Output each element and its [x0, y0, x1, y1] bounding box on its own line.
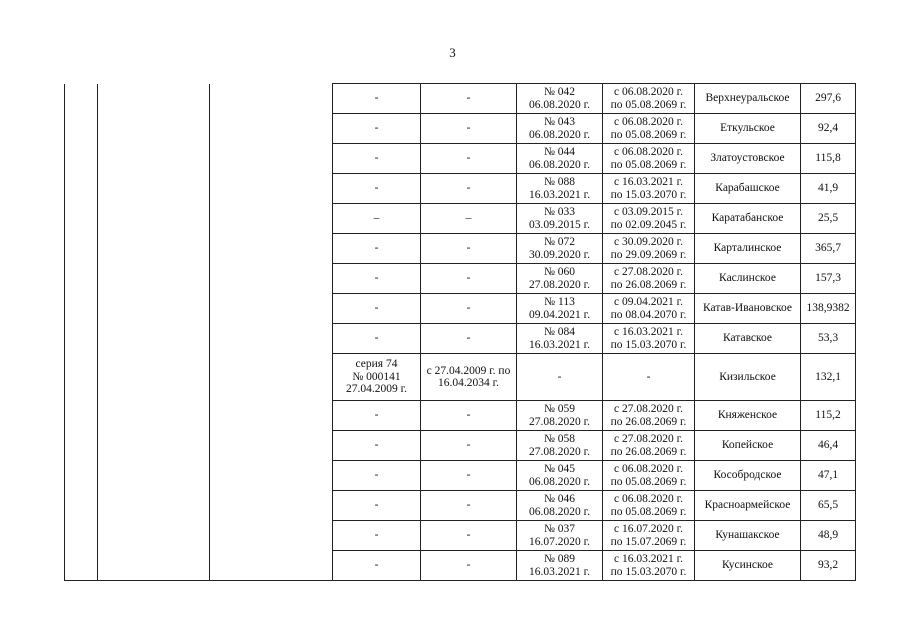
cell-line: 27.08.2020 г.	[529, 278, 590, 291]
cell-line: № 060	[543, 266, 576, 278]
license-cell	[517, 114, 603, 144]
cell-line: с 06.08.2020 г.	[614, 463, 683, 475]
cell-line: -	[466, 242, 471, 255]
cell-line: с 06.08.2020 г.	[614, 493, 683, 505]
cell-line: 06.08.2020 г.	[529, 158, 590, 171]
series-cell	[333, 294, 421, 324]
series-cell	[333, 204, 421, 234]
district-cell: Княженское	[695, 401, 801, 431]
cell-line: № 033	[543, 206, 576, 218]
district-cell: Верхнеуральское	[695, 84, 801, 114]
validity-cell	[603, 354, 695, 401]
license-cell	[517, 551, 603, 581]
cell-line: 06.08.2020 г.	[529, 98, 590, 111]
cell-line: с 06.08.2020 г.	[614, 116, 683, 128]
license-cell	[517, 491, 603, 521]
district-cell: Катавское	[695, 324, 801, 354]
license-cell	[517, 461, 603, 491]
cell-line: 27.08.2020 г.	[529, 445, 590, 458]
cell-line: -	[466, 439, 471, 452]
cell-line: -	[466, 302, 471, 315]
left-empty-column	[65, 84, 98, 581]
area-cell: 48,9	[801, 521, 856, 551]
period-cell	[421, 174, 517, 204]
cell-line: 16.03.2021 г.	[529, 565, 590, 578]
district-cell: Кунашакское	[695, 521, 801, 551]
cell-line: -	[374, 559, 379, 572]
area-cell: 132,1	[801, 354, 856, 401]
cell-line: 27.08.2020 г.	[529, 415, 590, 428]
license-cell	[517, 174, 603, 204]
district-cell: Карталинское	[695, 234, 801, 264]
cell-line: по 15.03.2070 г.	[610, 565, 687, 578]
cell-line: -	[466, 499, 471, 512]
district-cell: Катав-Ивановское	[695, 294, 801, 324]
area-cell: 41,9	[801, 174, 856, 204]
district-cell: Кособродское	[695, 461, 801, 491]
license-cell	[517, 354, 603, 401]
cell-line: с 27.08.2020 г.	[614, 266, 683, 278]
license-cell	[517, 401, 603, 431]
cell-line: 30.09.2020 г.	[529, 248, 590, 261]
cell-line: -	[374, 182, 379, 195]
cell-line: по 05.08.2069 г.	[610, 128, 687, 141]
cell-line: -	[466, 529, 471, 542]
period-cell	[421, 324, 517, 354]
area-cell: 47,1	[801, 461, 856, 491]
cell-line: № 046	[543, 493, 576, 505]
cell-line: -	[466, 409, 471, 422]
series-cell	[333, 491, 421, 521]
license-cell	[517, 294, 603, 324]
validity-cell	[603, 204, 695, 234]
period-cell	[421, 431, 517, 461]
cell-line: по 05.08.2069 г.	[610, 98, 687, 111]
cell-line: с 16.03.2021 г.	[614, 176, 683, 188]
series-cell	[333, 234, 421, 264]
area-cell: 53,3	[801, 324, 856, 354]
area-cell: 25,5	[801, 204, 856, 234]
license-cell	[517, 204, 603, 234]
cell-line: -	[466, 559, 471, 572]
cell-line: -	[557, 370, 562, 383]
cell-line: -	[374, 332, 379, 345]
cell-line: -	[466, 182, 471, 195]
cell-line: № 088	[543, 176, 576, 188]
cell-line: по 05.08.2069 г.	[610, 475, 687, 488]
cell-line: по 15.03.2070 г.	[610, 338, 687, 351]
cell-line: 06.08.2020 г.	[529, 128, 590, 141]
area-cell: 92,4	[801, 114, 856, 144]
district-cell: Кизильское	[695, 354, 801, 401]
period-cell	[421, 461, 517, 491]
cell-line: -	[646, 370, 651, 383]
period-cell	[421, 401, 517, 431]
series-cell	[333, 431, 421, 461]
cell-line: № 000141	[352, 370, 401, 383]
table-body	[65, 84, 856, 581]
cell-line: с 16.03.2021 г.	[614, 326, 683, 338]
area-cell: 65,5	[801, 491, 856, 521]
table-row	[65, 84, 856, 114]
cell-line: -	[466, 92, 471, 105]
area-cell: 138,9382	[801, 294, 856, 324]
cell-line: по 15.07.2069 г.	[610, 535, 687, 548]
period-cell	[421, 294, 517, 324]
validity-cell	[603, 144, 695, 174]
cell-line: № 089	[543, 553, 576, 565]
validity-cell	[603, 461, 695, 491]
area-cell: 157,3	[801, 264, 856, 294]
area-cell: 365,7	[801, 234, 856, 264]
cell-line: по 26.08.2069 г.	[610, 278, 687, 291]
cell-line: -	[466, 332, 471, 345]
cell-line: с 09.04.2021 г.	[614, 296, 683, 308]
cell-line: -	[374, 92, 379, 105]
district-cell: Карабашское	[695, 174, 801, 204]
district-cell: Каратабанское	[695, 204, 801, 234]
cell-line: № 042	[543, 86, 576, 98]
validity-cell	[603, 234, 695, 264]
series-cell	[333, 551, 421, 581]
license-cell	[517, 144, 603, 174]
cell-line: № 058	[543, 433, 576, 445]
cell-line: 09.04.2021 г.	[529, 308, 590, 321]
period-cell	[421, 264, 517, 294]
validity-cell	[603, 264, 695, 294]
cell-line: -	[466, 469, 471, 482]
cell-line: с 03.09.2015 г.	[614, 206, 683, 218]
cell-line: с 27.08.2020 г.	[614, 403, 683, 415]
cell-line: по 08.04.2070 г.	[610, 308, 687, 321]
series-cell	[333, 144, 421, 174]
cell-line: -	[374, 242, 379, 255]
validity-cell	[603, 491, 695, 521]
validity-cell	[603, 84, 695, 114]
cell-line: № 059	[543, 403, 576, 415]
cell-line: серия 74	[355, 358, 398, 371]
cell-line: № 072	[543, 236, 576, 248]
license-cell	[517, 324, 603, 354]
area-cell: 93,2	[801, 551, 856, 581]
period-cell	[421, 234, 517, 264]
period-cell	[421, 491, 517, 521]
cell-line: -	[374, 469, 379, 482]
cell-line: по 05.08.2069 г.	[610, 505, 687, 518]
cell-line: № 045	[543, 463, 576, 475]
series-cell	[333, 461, 421, 491]
license-cell	[517, 521, 603, 551]
cell-line: № 044	[543, 146, 576, 158]
license-cell	[517, 84, 603, 114]
owner-empty-column	[98, 84, 210, 581]
period-cell	[421, 354, 517, 401]
series-cell	[333, 174, 421, 204]
cell-line: с 16.03.2021 г.	[614, 553, 683, 565]
validity-cell	[603, 551, 695, 581]
cell-line: по 02.09.2045 г.	[610, 218, 687, 231]
district-cell: Каслинское	[695, 264, 801, 294]
period-cell	[421, 204, 517, 234]
cell-line: с 06.08.2020 г.	[614, 146, 683, 158]
cell-line: -	[466, 272, 471, 285]
cell-line: по 15.03.2070 г.	[610, 188, 687, 201]
validity-cell	[603, 324, 695, 354]
area-cell: 115,8	[801, 144, 856, 174]
cell-line: № 043	[543, 116, 576, 128]
cell-line: -	[374, 439, 379, 452]
cell-line: с 27.04.2009 г. по	[426, 364, 511, 377]
hunting-grounds-table	[64, 83, 856, 581]
cell-line: 16.07.2020 г.	[529, 535, 590, 548]
cell-line: № 037	[543, 523, 576, 535]
cell-line: 06.08.2020 г.	[529, 475, 590, 488]
cell-line: 16.03.2021 г.	[529, 188, 590, 201]
document-empty-column	[210, 84, 333, 581]
license-cell	[517, 234, 603, 264]
cell-line: -	[466, 152, 471, 165]
series-cell	[333, 84, 421, 114]
period-cell	[421, 84, 517, 114]
validity-cell	[603, 401, 695, 431]
series-cell	[333, 324, 421, 354]
period-cell	[421, 551, 517, 581]
validity-cell	[603, 521, 695, 551]
cell-line: 06.08.2020 г.	[529, 505, 590, 518]
validity-cell	[603, 294, 695, 324]
cell-line: 27.04.2009 г.	[346, 383, 407, 396]
district-cell: Еткульское	[695, 114, 801, 144]
series-cell	[333, 354, 421, 401]
series-cell	[333, 114, 421, 144]
cell-line: с 06.08.2020 г.	[614, 86, 683, 98]
validity-cell	[603, 114, 695, 144]
series-cell	[333, 264, 421, 294]
cell-line: № 113	[544, 296, 575, 308]
cell-line: 16.03.2021 г.	[529, 338, 590, 351]
license-cell	[517, 431, 603, 461]
district-cell: Красноармейское	[695, 491, 801, 521]
page-number: 3	[449, 45, 456, 60]
district-cell: Копейское	[695, 431, 801, 461]
series-cell	[333, 521, 421, 551]
cell-line: с 27.08.2020 г.	[614, 433, 683, 445]
period-cell	[421, 521, 517, 551]
cell-line: № 084	[543, 326, 576, 338]
validity-cell	[603, 174, 695, 204]
cell-line: -	[374, 499, 379, 512]
cell-line: –	[465, 212, 472, 225]
cell-line: по 26.08.2069 г.	[610, 445, 687, 458]
period-cell	[421, 144, 517, 174]
cell-line: 16.04.2034 г.	[438, 377, 499, 389]
area-cell: 115,2	[801, 401, 856, 431]
cell-line: -	[374, 302, 379, 315]
license-cell	[517, 264, 603, 294]
cell-line: -	[374, 272, 379, 285]
cell-line: -	[374, 122, 379, 135]
district-cell: Златоустовское	[695, 144, 801, 174]
period-cell	[421, 114, 517, 144]
cell-line: –	[373, 212, 380, 225]
cell-line: -	[374, 152, 379, 165]
cell-line: 03.09.2015 г.	[529, 218, 590, 231]
area-cell: 297,6	[801, 84, 856, 114]
cell-line: по 05.08.2069 г.	[610, 158, 687, 171]
cell-line: по 29.09.2069 г.	[610, 248, 687, 261]
cell-line: -	[374, 409, 379, 422]
cell-line: -	[466, 122, 471, 135]
cell-line: с 30.09.2020 г.	[614, 236, 683, 248]
district-cell: Кусинское	[695, 551, 801, 581]
validity-cell	[603, 431, 695, 461]
cell-line: по 26.08.2069 г.	[610, 415, 687, 428]
series-cell	[333, 401, 421, 431]
cell-line: с 16.07.2020 г.	[614, 523, 683, 535]
area-cell: 46,4	[801, 431, 856, 461]
cell-line: -	[374, 529, 379, 542]
